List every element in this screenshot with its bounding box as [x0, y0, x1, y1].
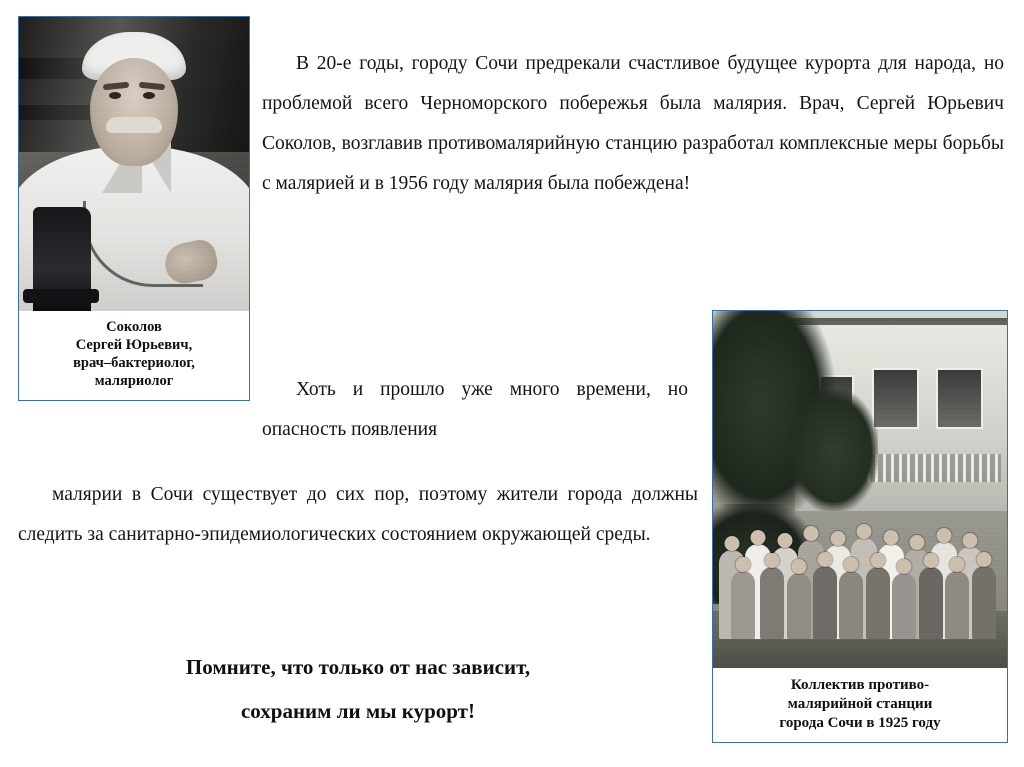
portrait-caption-line-3: врач–бактериолог,	[73, 355, 195, 372]
group-caption	[713, 668, 1007, 742]
portrait-photo-card	[18, 16, 250, 401]
portrait-caption-line-1: Соколов	[106, 319, 162, 335]
paragraph-risk-intro: Хоть и прошло уже много времени, но опасность появления	[262, 378, 688, 440]
closing-line-1: Помните, что только от нас зависит,	[185, 655, 531, 679]
group-caption-line-2: малярийной станции	[787, 695, 933, 712]
group-caption-line-3: города Сочи в 1925 году	[779, 714, 941, 731]
portrait-caption	[19, 311, 249, 400]
group-caption-line-1: Коллектив противо-	[790, 677, 930, 693]
paragraph-history: В 20-е годы, городу Сочи предрекали счастливое будущее курорта для народа, но проблемой всего Черноморского побережья была малярия. Врач, Сергей Юрьевич Соколов, возглавив противомалярийную станцию разработал комплексные меры борьбы с малярией и в 1956 году малярия была побеждена!	[262, 52, 1004, 194]
closing-statement	[18, 645, 698, 733]
closing-line-2: сохраним ли мы курорт!	[240, 699, 475, 723]
portrait-caption-line-2: Сергей Юрьевич,	[75, 337, 193, 354]
paragraph-risk-continued: малярии в Сочи существует до сих пор, поэтому жители города должны следить за санитарно-эпидемиологических состоянием окружающей среды.	[18, 483, 698, 545]
photo-film-grain	[713, 311, 1007, 668]
portrait-caption-line-4: маляриолог	[94, 373, 174, 390]
photo-film-grain	[19, 17, 249, 311]
portrait-photo-doctor-with-microscope	[19, 17, 249, 311]
group-photo-antimalaria-station-staff	[713, 311, 1007, 668]
group-photo-card	[712, 310, 1008, 743]
